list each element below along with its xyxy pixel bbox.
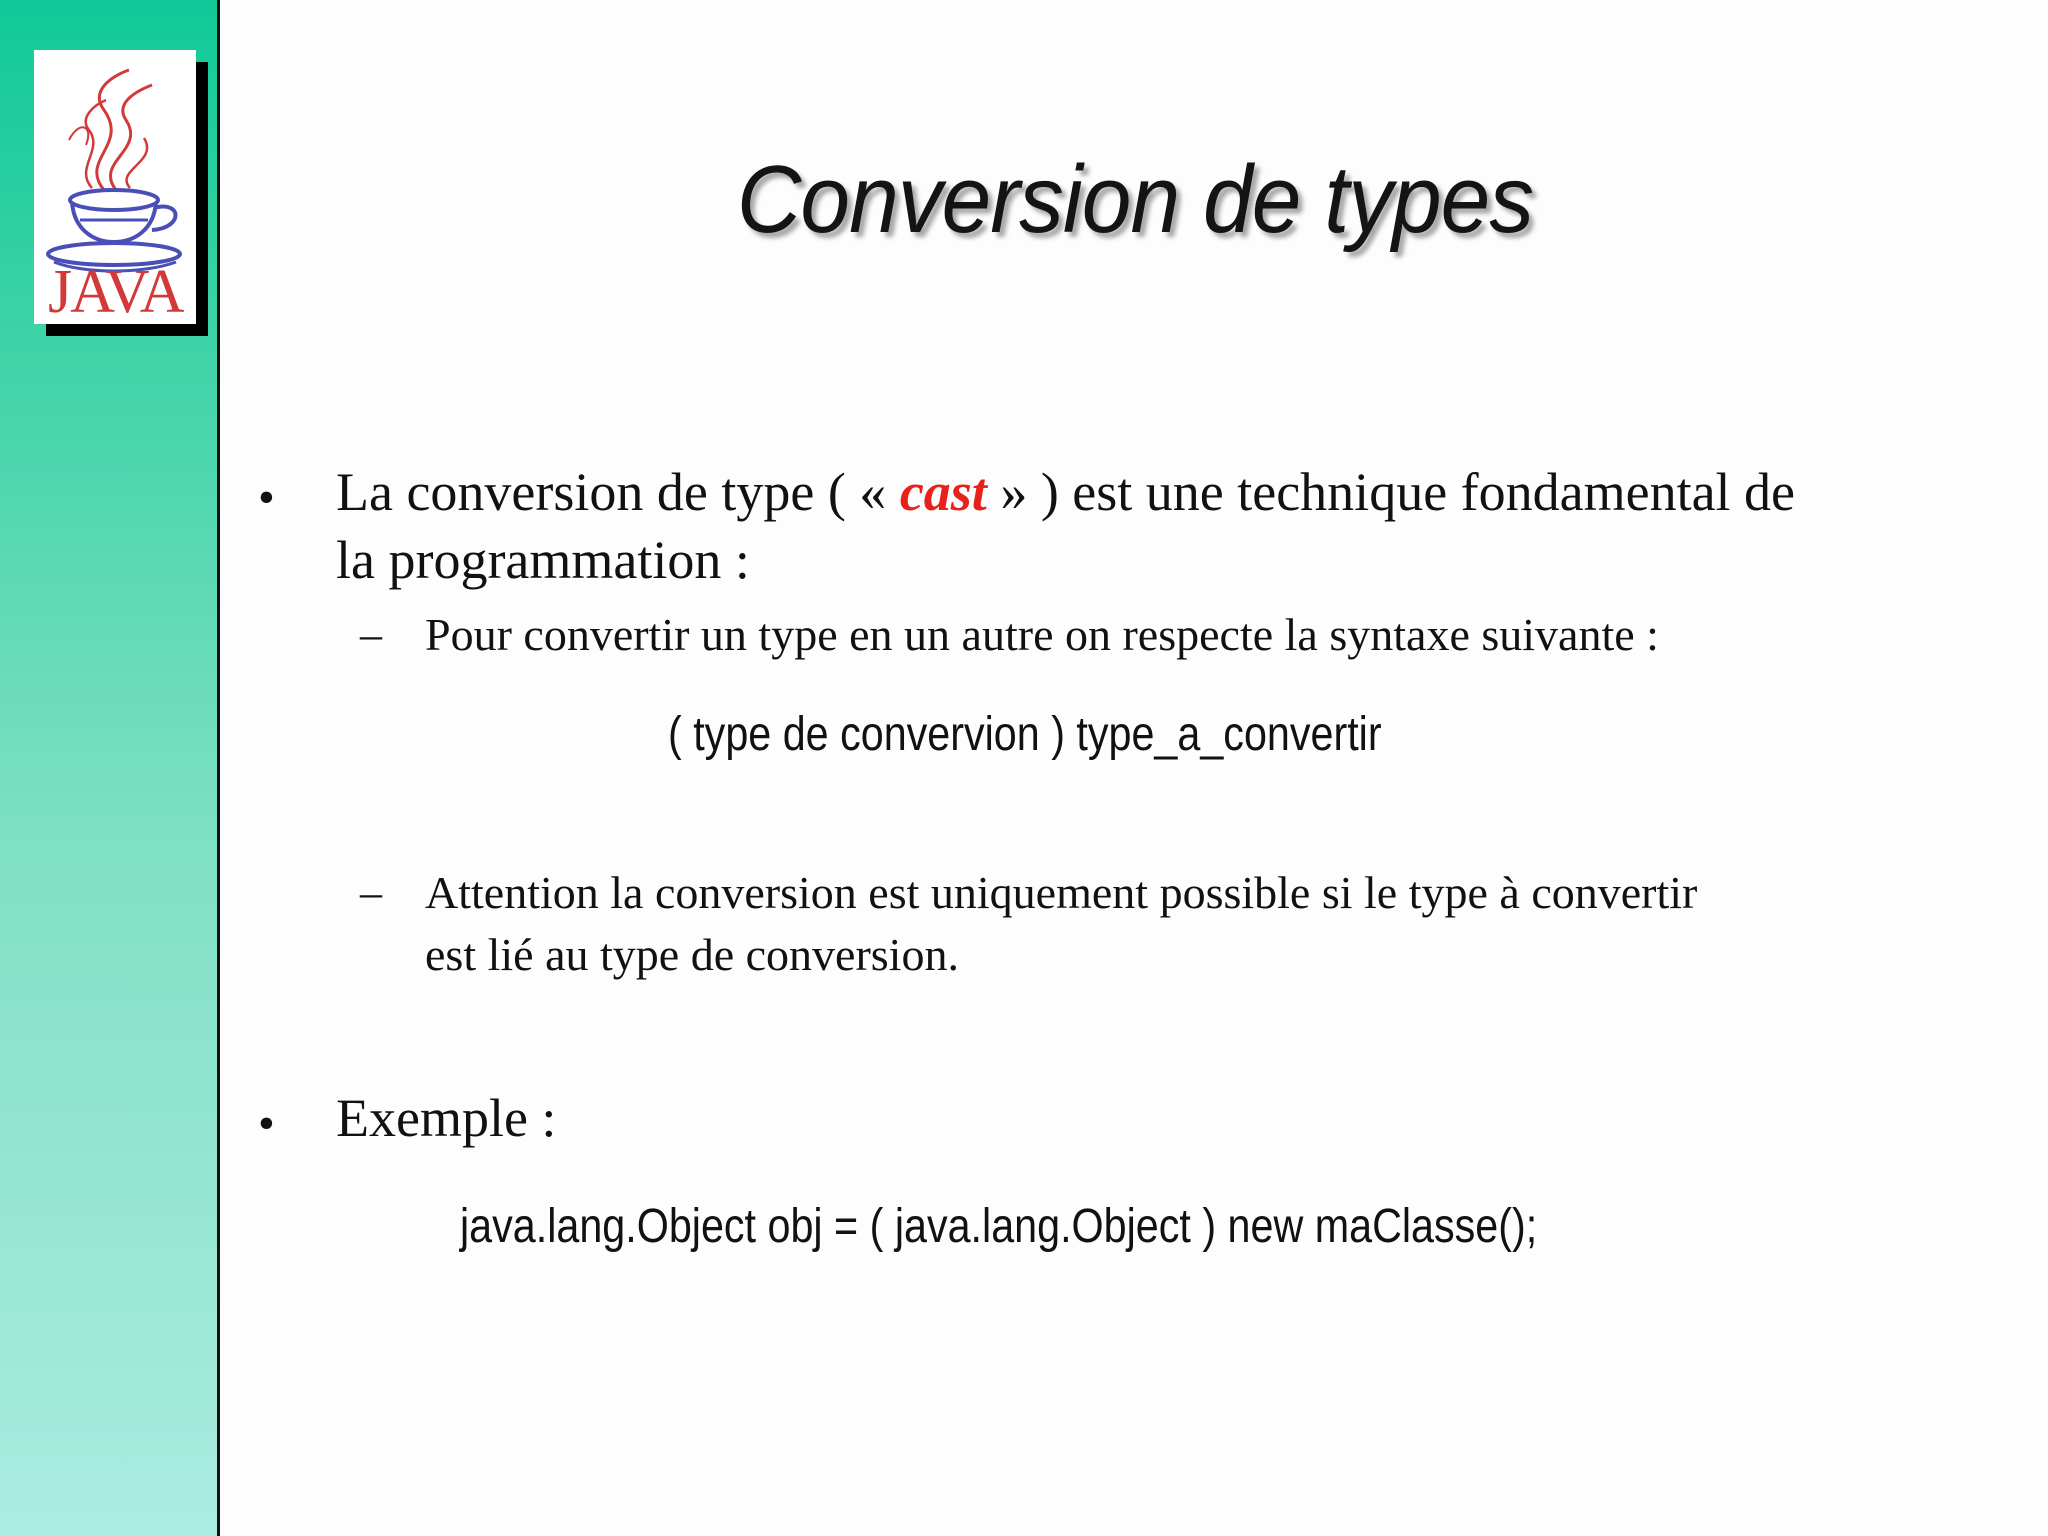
java-cup-icon [34, 50, 196, 324]
sub-bullet-text-continuation: est lié au type de conversion. [425, 929, 959, 980]
bullet-text-part: » ) est une technique fondamental de [986, 462, 1796, 522]
slide-title: Conversion de types [736, 146, 1534, 253]
bullet-text-continuation: la programmation : [336, 530, 750, 590]
java-wordmark: JAVA [48, 258, 183, 324]
sub-bullet-text: Attention la conversion est uniquement possible si le type à convertir [425, 867, 1698, 918]
bullet-text-example: Exemple : [336, 1088, 557, 1148]
side-bar [0, 0, 220, 1536]
java-logo [34, 50, 196, 324]
sub-bullet-text: Pour convertir un type en un autre on respecte la syntaxe suivante : [425, 609, 1659, 660]
bullet-text-cast [336, 458, 1795, 526]
code-example: java.lang.Object obj = ( java.lang.Object ) new maClasse(); [460, 1200, 1538, 1253]
bullet-text-part: La conversion de type ( « [336, 462, 900, 522]
sub-bullet-dash: – [360, 610, 382, 659]
bullet-marker: • [258, 1097, 275, 1150]
cast-keyword: cast [899, 462, 987, 522]
sub-bullet-dash: – [360, 868, 382, 917]
bullet-marker: • [258, 471, 275, 524]
cast-syntax: ( type de convervion ) type_a_convertir [668, 708, 1382, 761]
